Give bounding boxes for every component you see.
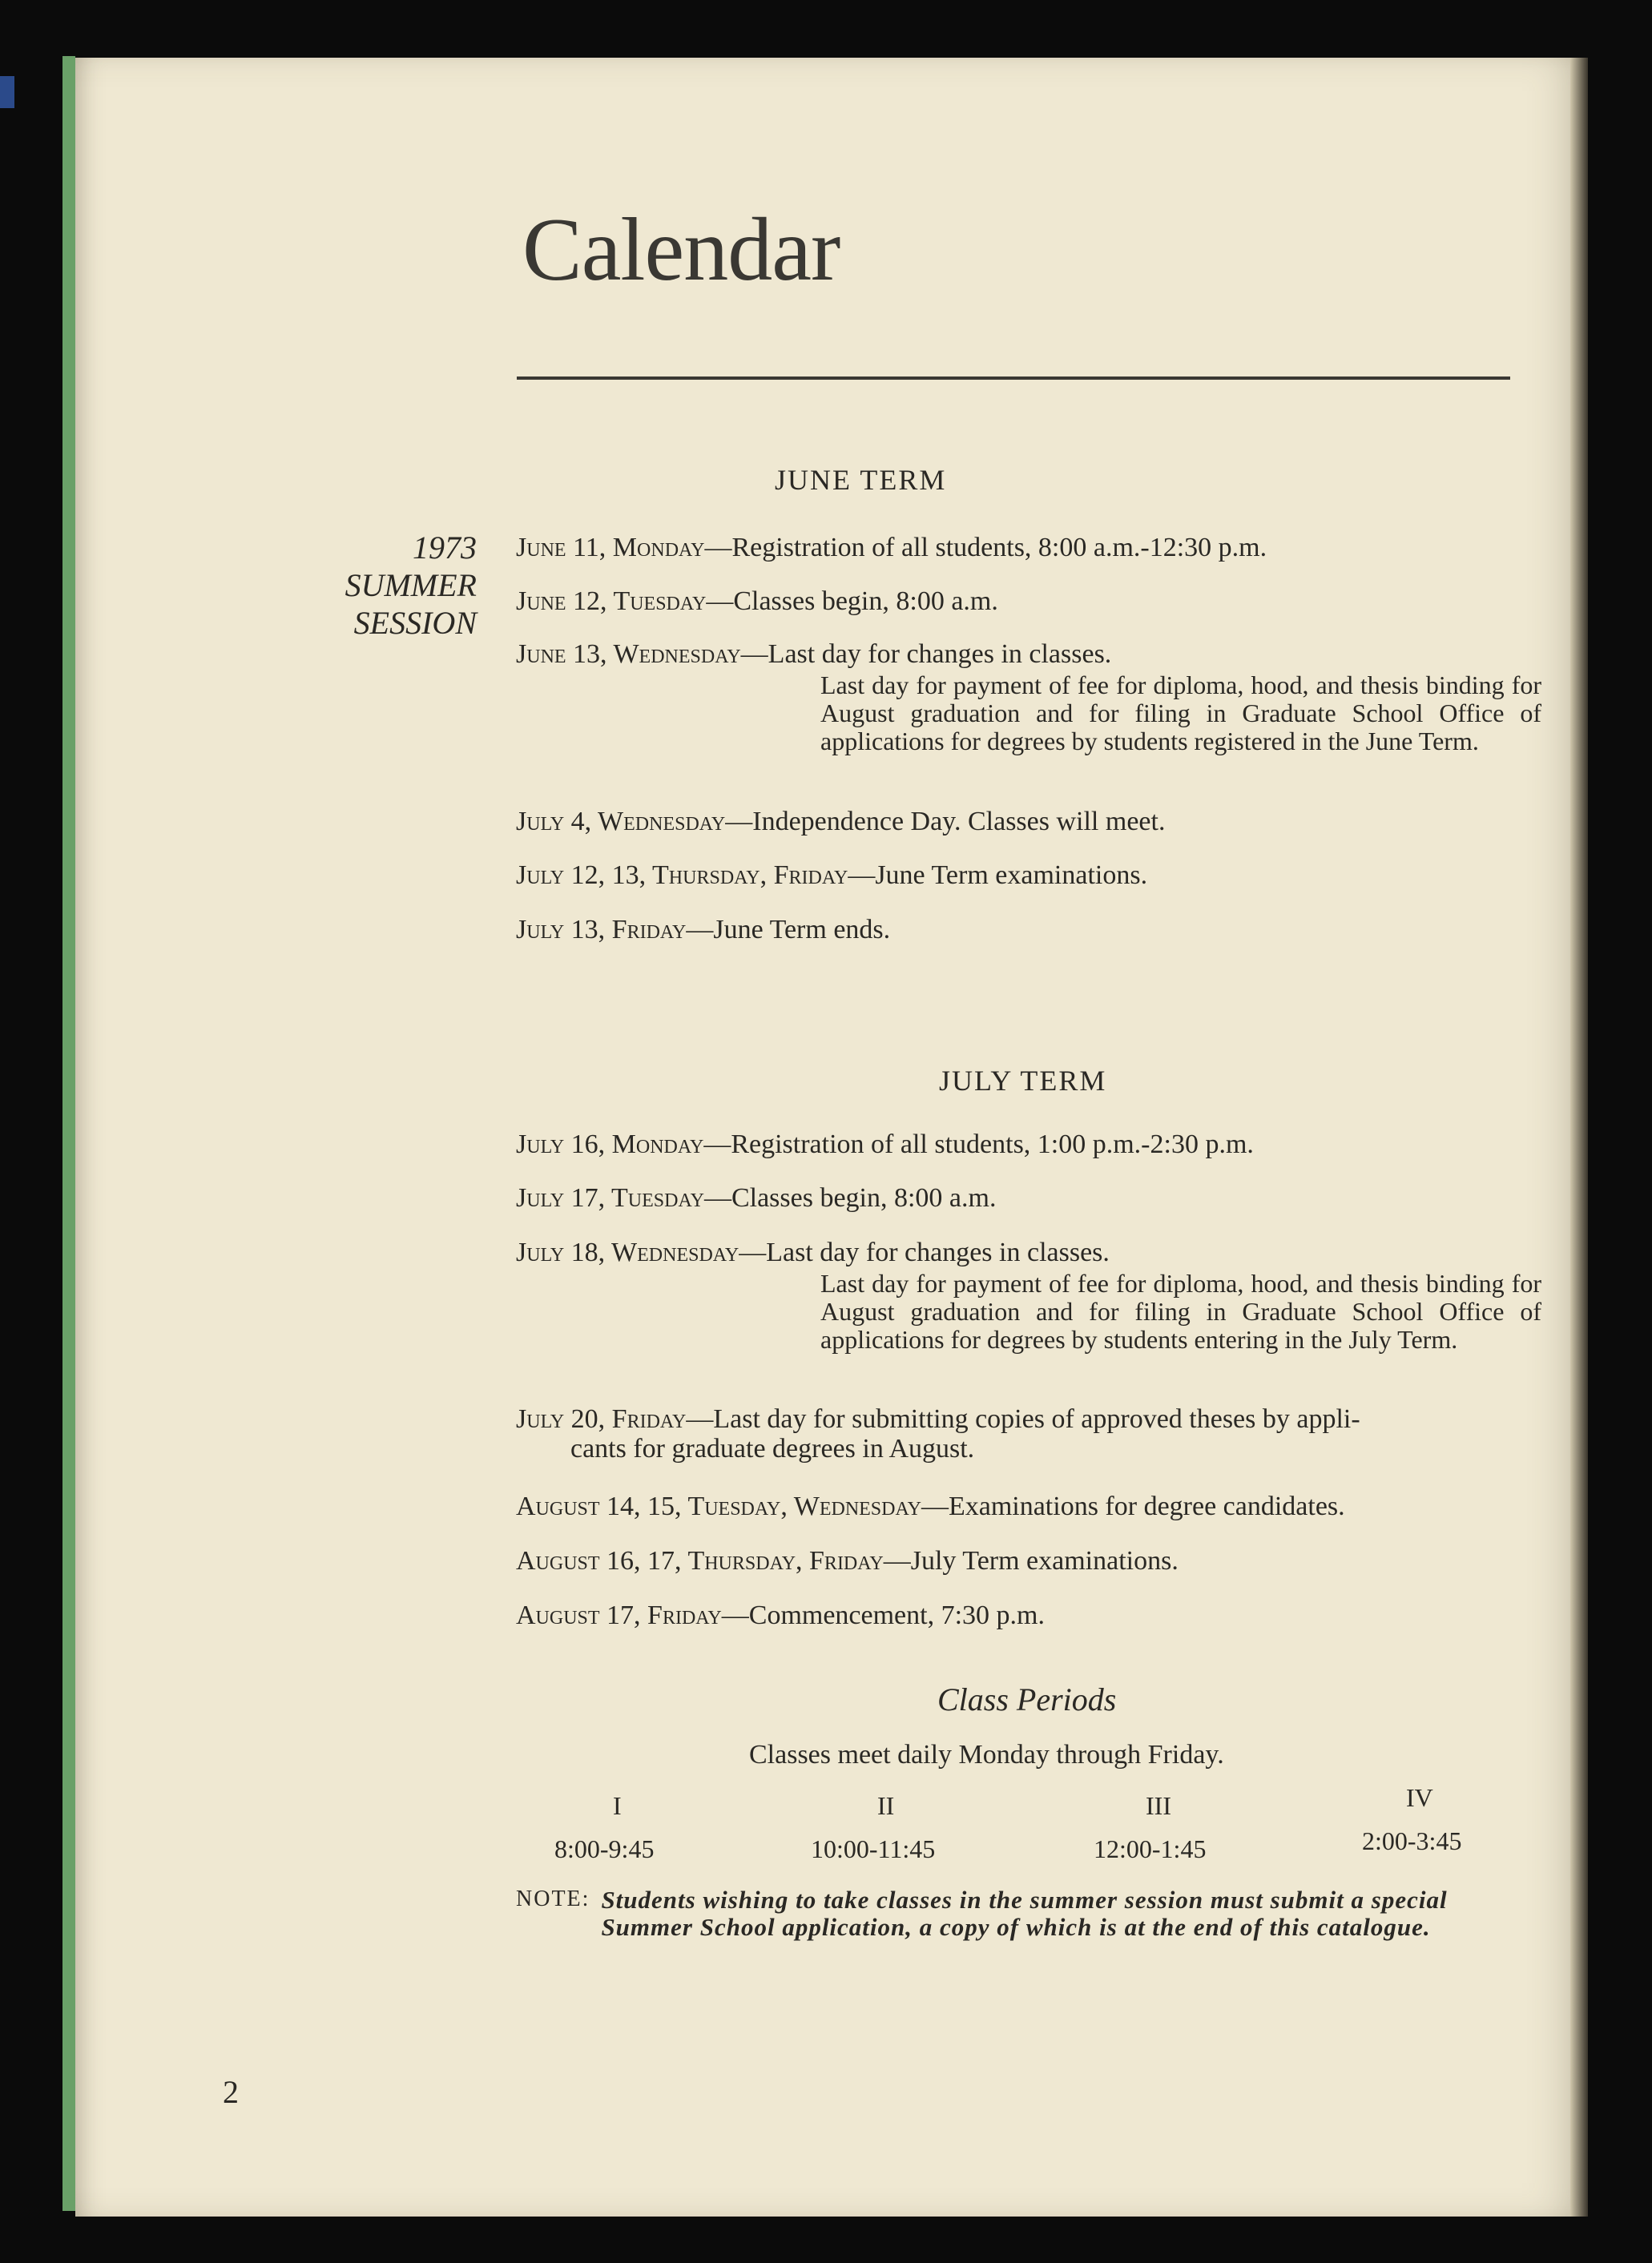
entry-date: July 13, Friday <box>516 915 687 944</box>
entry-date: July 20, Friday <box>516 1404 687 1434</box>
june-entry <box>516 807 1165 837</box>
binding-strip <box>62 56 75 2211</box>
july-entry <box>516 1129 1254 1160</box>
class-periods-subtitle: Classes meet daily Monday through Friday. <box>749 1740 1224 1770</box>
entry-text: —June Term examinations. <box>848 860 1148 890</box>
entry-text: —Registration of all students, 1:00 p.m.-2:30 p.m. <box>703 1129 1254 1159</box>
title-rule <box>517 376 1510 380</box>
entry-text: —Examinations for degree candidates. <box>921 1492 1345 1521</box>
july-entry <box>516 1404 1360 1435</box>
entry-text: —Last day for changes in classes. <box>740 639 1112 669</box>
june-entry <box>516 915 890 945</box>
entry-date: August 14, 15, Tuesday, Wednesday <box>516 1492 921 1521</box>
period-time: 2:00-3:45 <box>1362 1826 1462 1855</box>
side-label-session: SESSION <box>353 605 477 641</box>
side-label-year: 1973 <box>413 530 477 566</box>
entry-date: June 11, Monday <box>516 533 705 562</box>
page-edge-shadow <box>1570 58 1588 2217</box>
entry-date: August 16, 17, Thursday, Friday <box>516 1546 884 1576</box>
july-entry <box>516 1238 1110 1268</box>
entry-date: July 4, Wednesday <box>516 807 726 836</box>
june-term-heading: JUNE TERM <box>775 464 947 496</box>
june-continuation: Last day for payment of fee for diploma, hood, and thesis binding for August graduation and for filing in Graduate School Office of applications for degrees by students registered in the June Term. <box>820 670 1541 755</box>
period-label: II <box>877 1791 895 1820</box>
entry-text: —June Term ends. <box>686 915 891 944</box>
entry-date: July 18, Wednesday <box>516 1238 739 1267</box>
entry-date: July 12, 13, Thursday, Friday <box>516 860 848 890</box>
july-term-heading: JULY TERM <box>939 1065 1107 1097</box>
spine-edge <box>0 76 14 108</box>
july-continuation: Last day for payment of fee for diploma, hood, and thesis binding for August graduation and for filing in Graduate School Office of applications for degrees by students entering in the July Term. <box>820 1269 1541 1354</box>
period-label: III <box>1146 1791 1171 1820</box>
class-periods-title: Class Periods <box>937 1681 1117 1717</box>
entry-text: —Last day for changes in classes. <box>739 1238 1110 1267</box>
period-time: 12:00-1:45 <box>1094 1834 1207 1863</box>
entry-text: —July Term examinations. <box>883 1546 1179 1576</box>
entry-text: —Last day for submitting copies of approved theses by appli- <box>686 1404 1360 1434</box>
july-entry <box>516 1546 1179 1576</box>
july-entry <box>516 1492 1345 1522</box>
june-entry <box>516 860 1147 891</box>
june-entry <box>516 586 998 617</box>
page-title: Calendar <box>522 200 840 300</box>
period-time: 10:00-11:45 <box>811 1834 936 1863</box>
note-text: Students wishing to take classes in the summer session must submit a special Summer School application, a copy of which is at the end of this catalogue. <box>601 1886 1448 1941</box>
side-label-summer: SUMMER <box>345 567 477 603</box>
july-entry <box>516 1601 1045 1631</box>
entry-text: —Independence Day. Classes will meet. <box>725 807 1166 836</box>
entry-text: —Commencement, 7:30 p.m. <box>721 1601 1045 1630</box>
period-label: I <box>613 1791 622 1820</box>
note <box>516 1887 1509 1941</box>
entry-date: June 13, Wednesday <box>516 639 741 669</box>
june-entry <box>516 533 1267 563</box>
entry-date: August 17, Friday <box>516 1601 722 1630</box>
entry-date: June 12, Tuesday <box>516 586 707 616</box>
july-entry <box>516 1183 996 1214</box>
entry-date: July 17, Tuesday <box>516 1183 704 1213</box>
entry-text: —Classes begin, 8:00 a.m. <box>706 586 998 616</box>
entry-text: —Registration of all students, 8:00 a.m.-12:30 p.m. <box>704 533 1267 562</box>
period-time: 8:00-9:45 <box>554 1834 655 1863</box>
note-label: NOTE: <box>516 1887 590 1911</box>
july20-continuation: cants for graduate degrees in August. <box>570 1434 975 1464</box>
period-label: IV <box>1406 1783 1433 1812</box>
page-number: 2 <box>223 2074 239 2110</box>
entry-date: July 16, Monday <box>516 1129 704 1159</box>
entry-text: —Classes begin, 8:00 a.m. <box>703 1183 997 1213</box>
june-entry <box>516 639 1111 670</box>
